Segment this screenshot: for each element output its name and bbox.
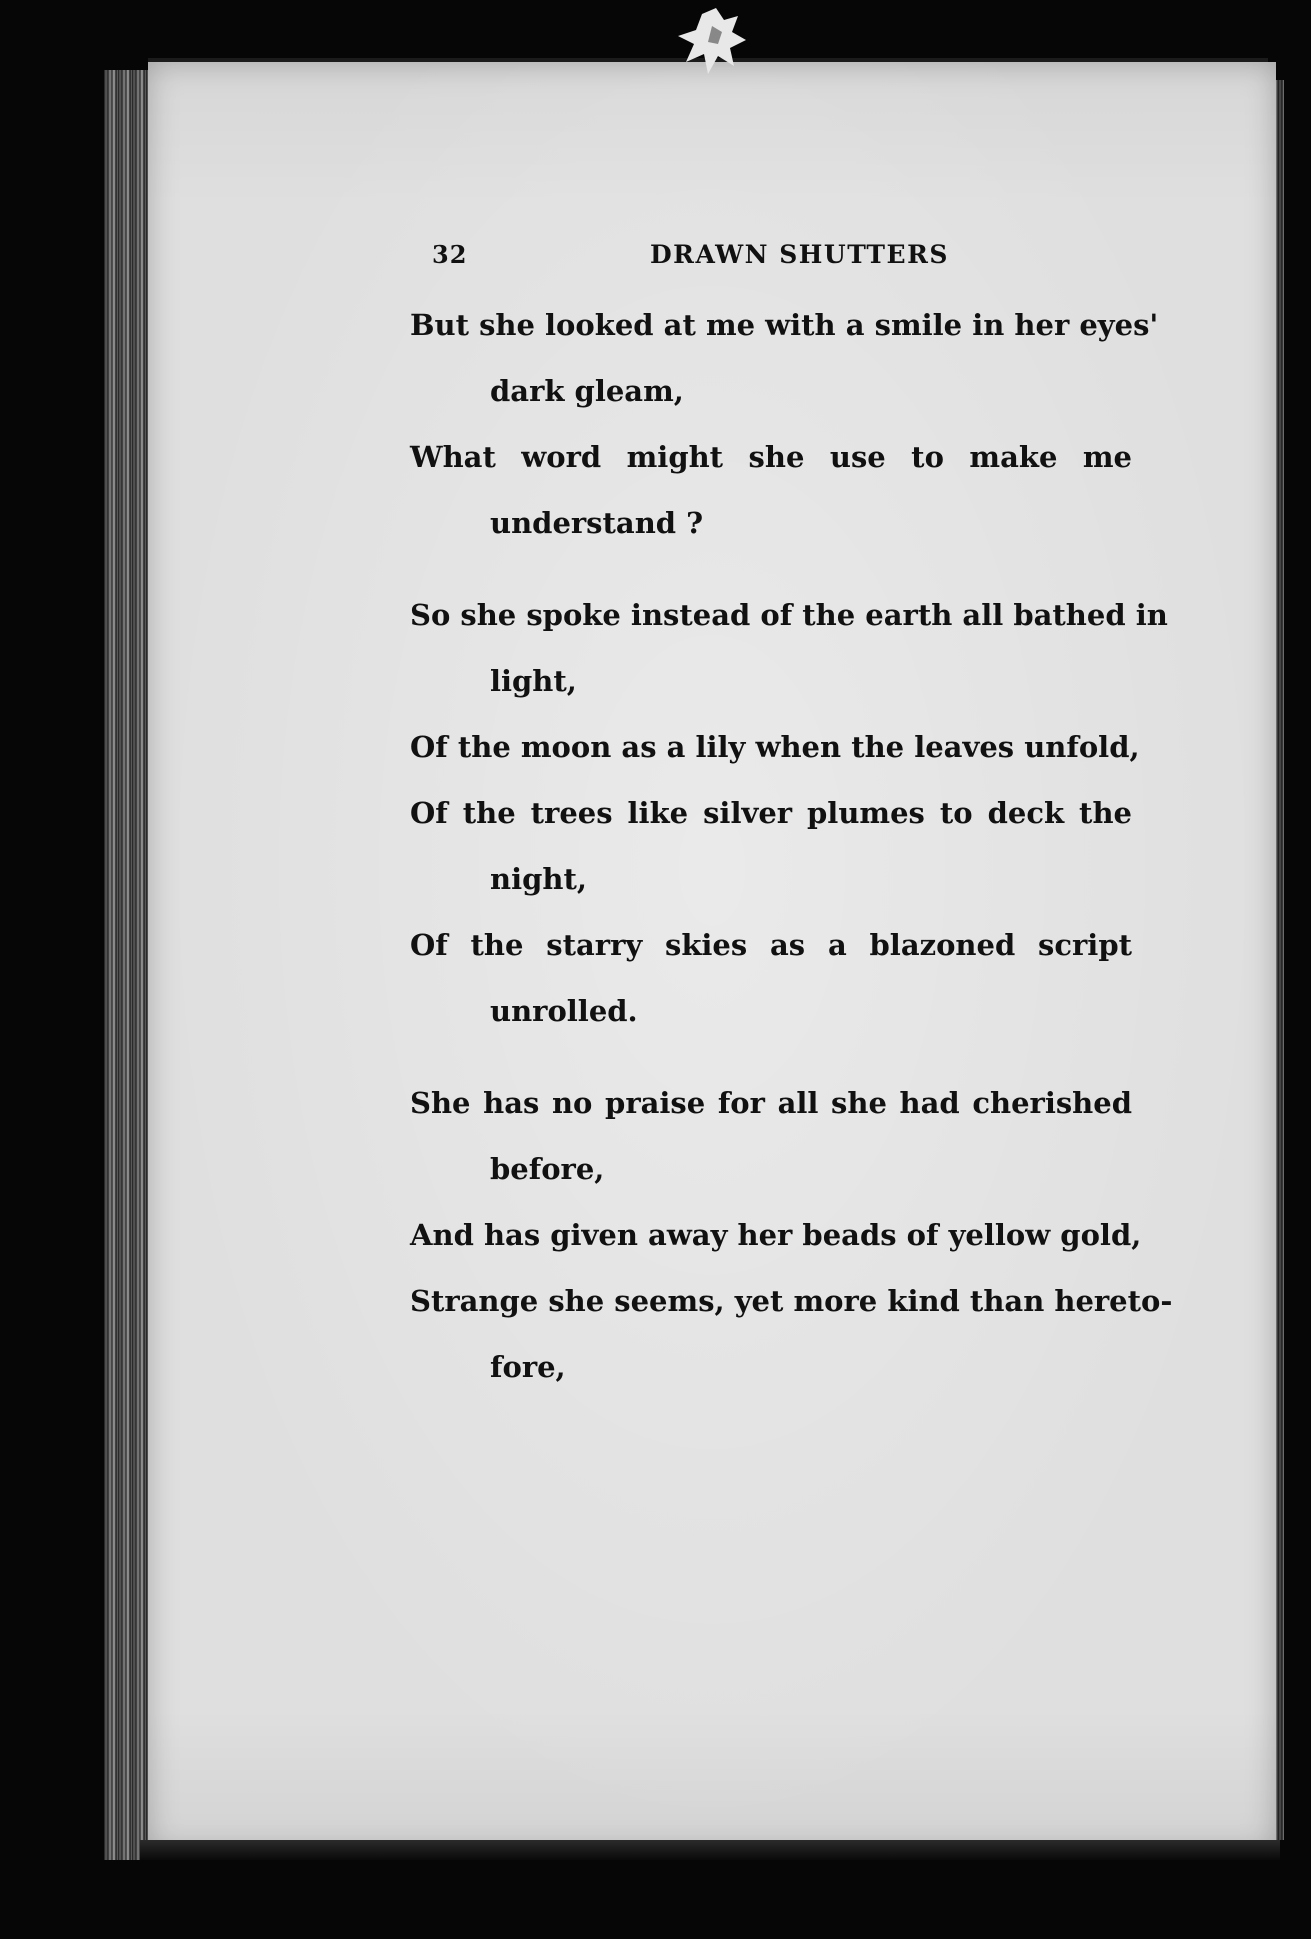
poem-line-continuation: dark gleam, <box>490 374 684 408</box>
poem-line-continuation: fore, <box>490 1350 566 1384</box>
poem-line: What word might she use to make me <box>410 440 1132 474</box>
poem-line: Of the starry skies as a blazoned script <box>410 928 1132 962</box>
poem-line: Strange she seems, yet more kind than hereto- <box>410 1284 1173 1318</box>
poem-line-continuation: night, <box>490 862 587 896</box>
poem-line-continuation: understand ? <box>490 506 704 540</box>
poem-line: Of the trees like silver plumes to deck the <box>410 796 1132 830</box>
poem-line-continuation: light, <box>490 664 577 698</box>
poem-line: Of the moon as a lily when the leaves unfold, <box>410 730 1140 764</box>
page-bottom-edge <box>140 1840 1280 1860</box>
page-text-block <box>410 232 1173 1400</box>
page-number: 32 <box>432 240 468 269</box>
stanza <box>410 292 1159 556</box>
poem-line-continuation: unrolled. <box>490 994 638 1028</box>
poem-line-continuation: before, <box>490 1152 605 1186</box>
poem <box>410 292 1173 1400</box>
page-header <box>410 232 1150 292</box>
poem-line: So she spoke instead of the earth all bathed in <box>410 598 1168 632</box>
poem-line: She has no praise for all she had cherished <box>410 1086 1132 1120</box>
poem-line: But she looked at me with a smile in her eyes' <box>410 308 1159 342</box>
stanza <box>410 582 1168 1044</box>
running-head: DRAWN SHUTTERS <box>650 240 949 269</box>
stanza <box>410 1070 1173 1400</box>
ink-blot-mark <box>672 6 758 80</box>
poem-line: And has given away her beads of yellow gold, <box>410 1218 1142 1252</box>
